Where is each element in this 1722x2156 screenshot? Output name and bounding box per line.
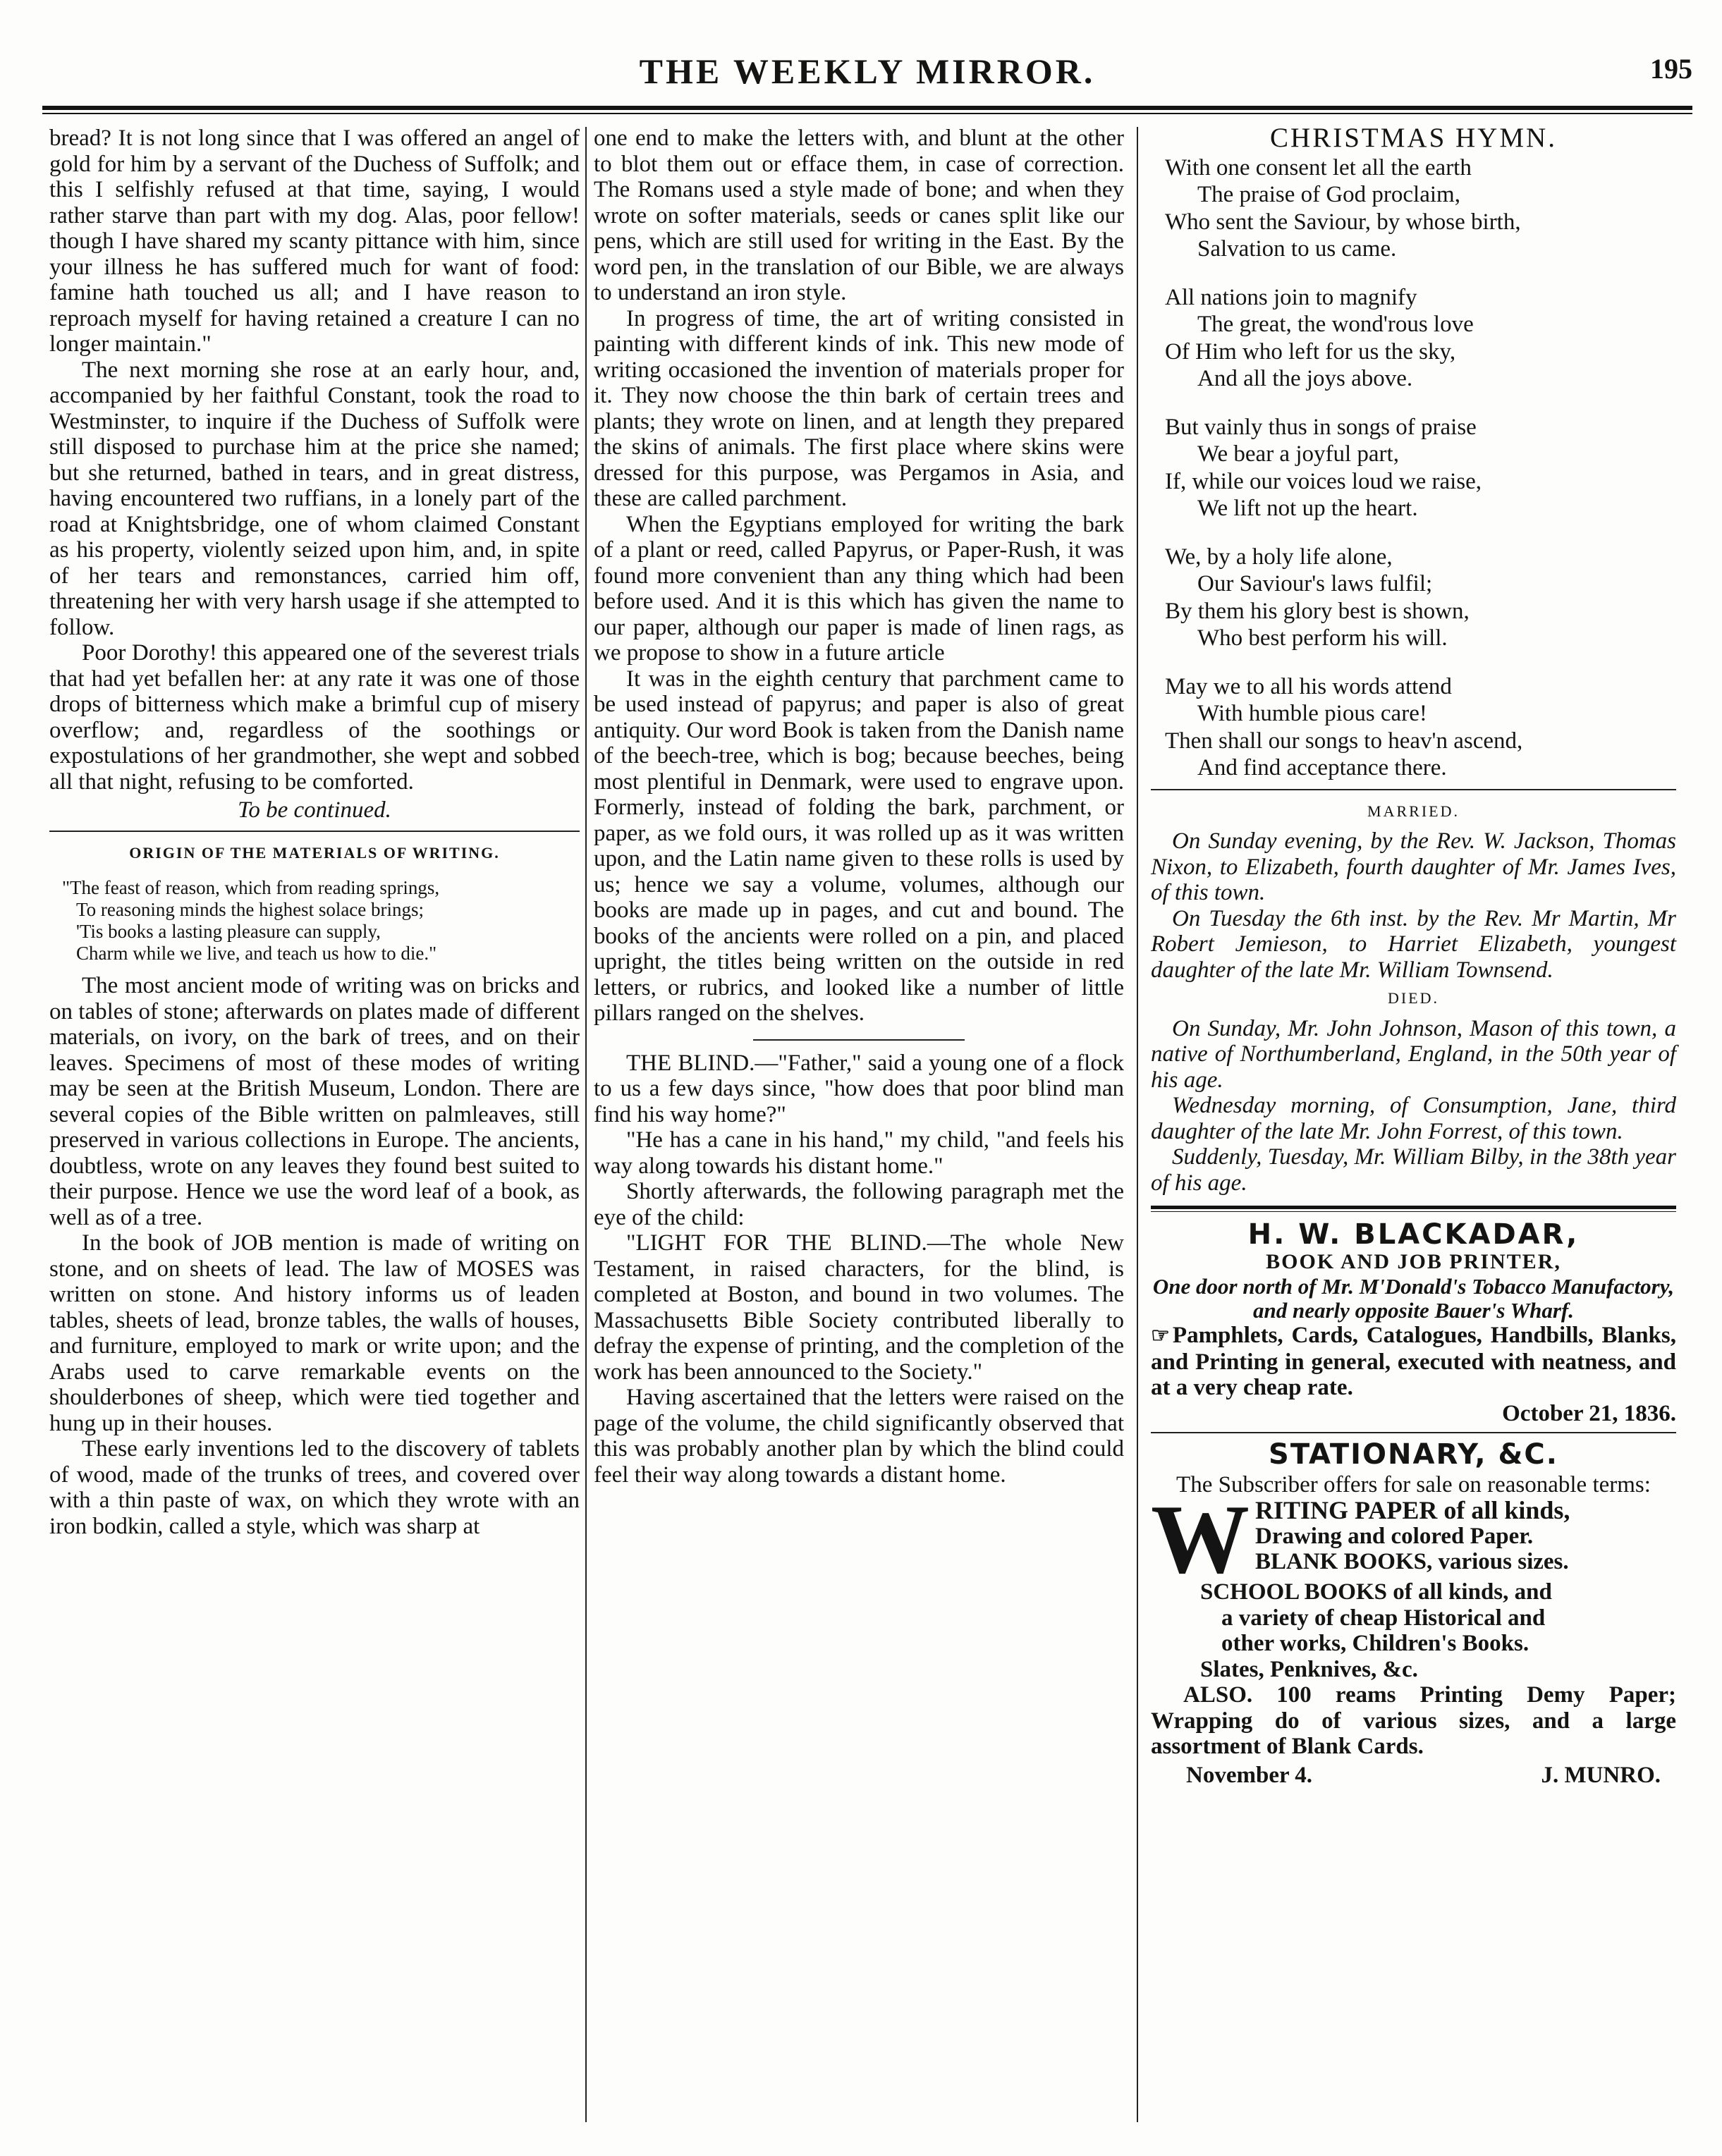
stationary-advertisement [1151, 1438, 1676, 1788]
hymn-line: The praise of God proclaim, [1197, 182, 1460, 207]
hymn-line: We, by a holy life alone, [1165, 544, 1393, 570]
stationary-heading: STATIONARY, &C. [1269, 1438, 1558, 1471]
printer-body [1151, 1323, 1676, 1401]
stationary-line: BLANK BOOKS, various sizes. [1255, 1549, 1569, 1574]
stationary-line: SCHOOL BOOKS of all kinds, and [1200, 1579, 1552, 1605]
column-3 [1151, 125, 1676, 1788]
printer-advertisement [1151, 1218, 1676, 1426]
article-paragraph: When the Egyptians employed for writing the bark of a plant or reed, called Papyrus, or Paper-Rush, it was found more convenient than any thing which had been before used. And it is this which has given the name to our paper, although our paper is made of linen rags, as we propose to show in a future article [594, 511, 1124, 666]
stationary-signature: J. MUNRO. [1541, 1762, 1661, 1788]
stationary-line: RITING PAPER of all kinds, [1255, 1496, 1570, 1524]
hymn-line: Who best perform his will. [1197, 625, 1448, 651]
hymn-line: And find acceptance there. [1197, 755, 1447, 780]
column-1 [49, 125, 580, 1539]
hymn-line: The great, the wond'rous love [1197, 312, 1474, 337]
blind-paragraph: THE BLIND.—"Father," said a young one of a flock to us a few days since, "how does that poor blind man find his way home?" [594, 1050, 1124, 1127]
hymn-line: Then shall our songs to heav'n ascend, [1165, 728, 1523, 754]
hymn-line: And all the joys above. [1197, 366, 1413, 391]
hymn-line: We lift not up the heart. [1197, 496, 1418, 521]
blind-paragraph: Shortly afterwards, the following paragraph met the eye of the child: [594, 1179, 1124, 1230]
epigraph [62, 877, 580, 964]
blind-paragraph: "LIGHT FOR THE BLIND.—The whole New Testament, in raised characters, for the blind, is completed at Boston, and bound in two volumes. The Massachusetts Bible Society contributed liberally to defray the expense of printing, and the completion of the work has been announced to the Society." [594, 1230, 1124, 1385]
married-notices [1151, 799, 1676, 1196]
section-rule [753, 1039, 965, 1041]
hymn-title: CHRISTMAS HYMN. [1270, 123, 1557, 153]
hymn-stanza [1165, 544, 1676, 652]
stationary-signoff [1151, 1763, 1676, 1789]
column-2 [594, 125, 1124, 1488]
hymn-stanza [1165, 284, 1676, 393]
hymn-line: Of Him who left for us the sky, [1165, 338, 1456, 365]
stationary-line: a variety of cheap Historical and [1221, 1605, 1546, 1631]
pointing-hand-icon: ☞ [1151, 1324, 1170, 1347]
printer-subtitle: BOOK AND JOB PRINTER, [1266, 1249, 1561, 1273]
hymn-stanza [1165, 154, 1676, 263]
printer-address: One door north of Mr. M'Donald's Tobacco Manufactory, and nearly opposite Bauer's Wharf. [1152, 1274, 1675, 1323]
died-entry: Suddenly, Tuesday, Mr. William Bilby, in the 38th year of his age. [1151, 1144, 1676, 1196]
stationary-list [1151, 1485, 1676, 1682]
column-divider [1137, 127, 1138, 2122]
article-paragraph: In the book of JOB mention is made of writing on stone, and on sheets of lead. The law of MOSES was written on stone. And history informs us of leaden tables, sheets of lead, bronze tables, the walls of houses, and furniture, employed to mark or write upon; and the Arabs used to carve remarkable events on the shoulderbones of sheep, which were tied together and hung up in their houses. [49, 1230, 580, 1436]
married-heading: MARRIED. [1367, 802, 1460, 820]
died-entry: On Sunday, Mr. John Johnson, Mason of this town, a native of Northumberland, England, in the 50th year of his age. [1151, 1015, 1676, 1093]
stationary-line: Drawing and colored Paper. [1255, 1523, 1534, 1549]
hymn-line: We bear a joyful part, [1197, 441, 1399, 467]
printer-name: H. W. BLACKADAR, [1247, 1218, 1580, 1251]
story-paragraph: Poor Dorothy! this appeared one of the severest trials that had yet befallen her: at any rate it was one of those drops of bitterness which make a brimful cup of misery overflow; and, regardless of the soothings or expostulations of her grandmother, she wept and sobbed all that night, refusing to be comforted. [49, 640, 580, 795]
died-entry: Wednesday morning, of Consumption, Jane, third daughter of the late Mr. John Forrest, of this town. [1151, 1093, 1676, 1144]
story-paragraph: The next morning she rose at an early hour, and, accompanied by her faithful Constant, took the road to Westminster, to inquire if the Duchess of Suffolk were still disposed to purchase him at the price she named; but she returned, bathed in tears, and in great distress, having encountered two ruffians, in a lonely part of the road at Knightsbridge, one of whom claimed Constant as his property, violently seized upon him, and, in spite of her tears and remonstances, carried him off, threatening her with very harsh usage if she attempted to follow. [49, 357, 580, 640]
article-title: ORIGIN OF THE MATERIALS OF WRITING. [129, 843, 500, 862]
page-header [42, 51, 1692, 107]
running-title: THE WEEKLY MIRROR. [639, 51, 1096, 91]
married-entry: On Sunday evening, by the Rev. W. Jackson, Thomas Nixon, to Elizabeth, fourth daughter of Mr. James Ives, of this town. [1151, 828, 1676, 905]
article-paragraph: These early inventions led to the discovery of tablets of wood, made of the trunks of trees, and covered over with a thin paste of wax, on which they wrote with an iron bodkin, called a style, which was sharp at [49, 1436, 580, 1539]
stationary-date: November 4. [1186, 1762, 1313, 1788]
story-paragraph: bread? It is not long since that I was offered an angel of gold for him by a servant of the Duchess of Suffolk; and this I selfishly refused at that time, saying, I would rather starve than part with my dog. Alas, poor fellow! though I have shared my scanty pittance with him, since your illness he has suffered much for want of food: famine hath touched us all; and I have reason to reproach myself for having retained a creature I can no longer maintain." [49, 125, 580, 357]
article-paragraph: It was in the eighth century that parchment came to be used instead of papyrus; and paper is also of great antiquity. Our word Book is taken from the Danish name of the beech-tree, which is bog; because beeches, being most plentiful in Denmark, were used to engrave upon. Formerly, instead of folding the bark, parchment, or paper, as we fold ours, it was rolled up as it was written upon, and the Latin name given to these rolls is used by us; hence we say a volume, volumes, although our books are made up in pages, and cut and bound. The books of the ancients were rolled on a pin, and placed upright, the titles being written on the outside in red letters, or rubrics, and looked like a number of little pillars ranged on the shelves. [594, 666, 1124, 1026]
stationary-intro: The Subscriber offers for sale on reasonable terms: [1176, 1471, 1651, 1497]
drop-cap: W [1151, 1485, 1250, 1594]
hymn-line: With humble pious care! [1197, 701, 1427, 726]
hymn-line: If, while our voices loud we raise, [1165, 468, 1482, 494]
hymn-line: With one consent let all the earth [1165, 154, 1472, 180]
article-paragraph: In progress of time, the art of writing consisted in painting with different kinds of ink. This new mode of writing occasioned the invention of materials proper for it. They now choose the thin bark of certain trees and plants; they wrote on linen, and at length they prepared the skins of animals. The first place where skins were dressed for this purpose, was Pergamos in Asia, and these are called parchment. [594, 305, 1124, 511]
to-be-continued: To be continued. [238, 797, 391, 823]
hymn-line: All nations join to magnify [1165, 284, 1417, 310]
epigraph-line: "The feast of reason, which from reading springs, [62, 877, 440, 898]
section-rule [49, 831, 580, 832]
hymn-stanza [1165, 414, 1676, 522]
blind-paragraph: Having ascertained that the letters were raised on the page of the volume, the child significantly observed that this was probably another plan by which the blind could feel their way along towards a distant home. [594, 1385, 1124, 1488]
article-paragraph: The most ancient mode of writing was on bricks and on tables of stone; afterwards on plates made of different materials, on ivory, on the bark of trees, and on their leaves. Specimens of most of these modes of writing may be seen at the British Museum, London. There are several copies of the Bible written on palmleaves, still preserved in various collections in Europe. The ancients, doubtless, wrote on any leaves they found best suited to their purpose. Hence we use the word leaf of a book, as well as of a tree. [49, 973, 580, 1230]
hymn-line: May we to all his words attend [1165, 673, 1452, 699]
epigraph-line: 'Tis books a lasting pleasure can supply, [76, 921, 381, 942]
married-entry: On Tuesday the 6th inst. by the Rev. Mr Martin, Mr Robert Jemieson, to Harriet Elizabeth, youngest daughter of the late Mr. William Townsend. [1151, 905, 1676, 983]
hymn-line: Salvation to us came. [1197, 236, 1397, 262]
stationary-also: ALSO. 100 reams Printing Demy Paper; Wrapping do of various sizes, and a large assortment of Blank Cards. [1151, 1682, 1676, 1759]
section-rule [1151, 1432, 1676, 1433]
printer-body-text: Pamphlets, Cards, Catalogues, Handbills, Blanks, and Printing in general, executed with neatness, and at a very cheap rate. [1151, 1323, 1676, 1400]
hymn-line: By them his glory best is shown, [1165, 598, 1470, 624]
hymn-line: Who sent the Saviour, by whose birth, [1165, 209, 1521, 235]
section-rule [1151, 789, 1676, 790]
epigraph-line: To reasoning minds the highest solace brings; [76, 899, 425, 920]
hymn-stanza [1165, 673, 1676, 782]
article-paragraph: one end to make the letters with, and blunt at the other to blot them out or efface them, in case of correction. The Romans used a style made of bone; and when they wrote on softer materials, seeds or canes split like our pens, which are still used for writing in the East. By the word pen, in the translation of our Bible, we are always to understand an iron style. [594, 125, 1124, 305]
section-rule [1151, 1206, 1676, 1212]
died-heading: DIED. [1387, 989, 1440, 1007]
blind-paragraph: "He has a cane in his hand," my child, "and feels his way along towards his distant home." [594, 1127, 1124, 1179]
hymn-line: Our Saviour's laws fulfil; [1197, 571, 1433, 596]
page-number: 195 [1650, 53, 1692, 85]
printer-date-row [1151, 1401, 1676, 1427]
column-divider [585, 127, 587, 2122]
stationary-line: Slates, Penknives, &c. [1200, 1656, 1418, 1682]
stationary-line: other works, Children's Books. [1221, 1631, 1529, 1656]
hymn-line: But vainly thus in songs of praise [1165, 414, 1477, 440]
header-rule [42, 106, 1692, 114]
printer-date: October 21, 1836. [1502, 1400, 1676, 1426]
epigraph-line: Charm while we live, and teach us how to die." [76, 943, 437, 964]
